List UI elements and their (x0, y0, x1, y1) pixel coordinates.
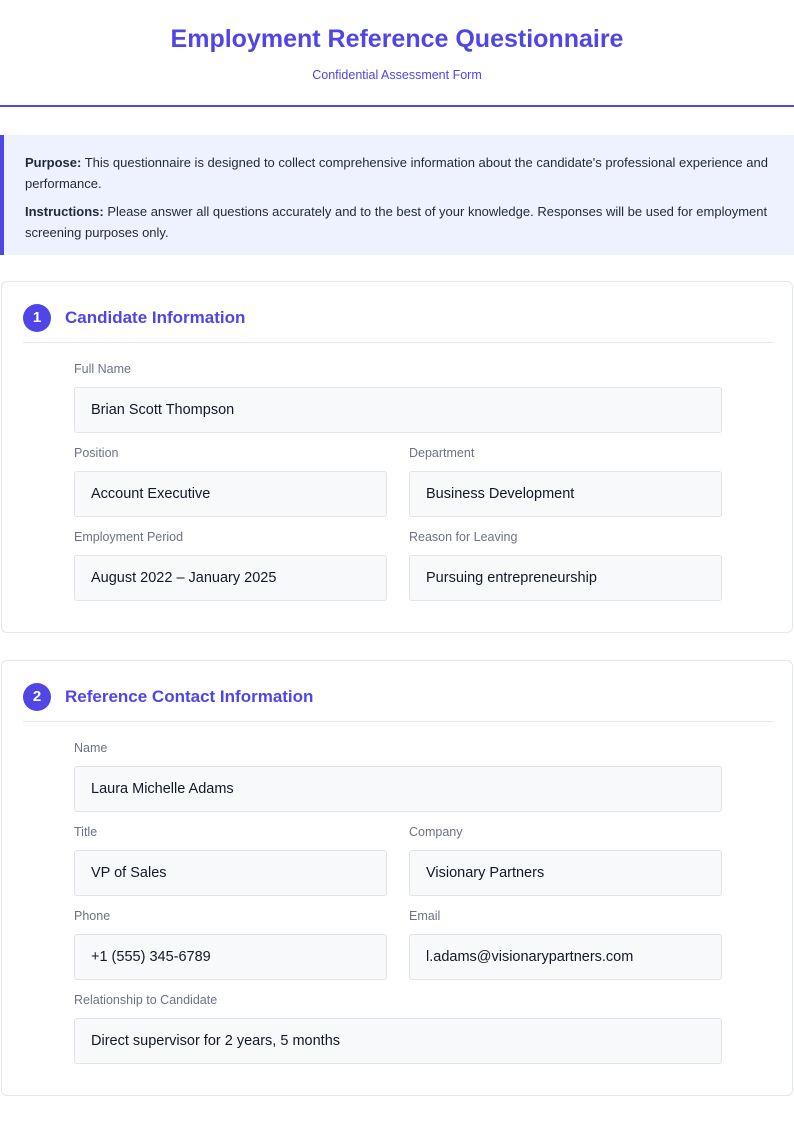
field-label: Department (409, 446, 475, 460)
field-label: Company (409, 825, 463, 839)
field-label: Full Name (74, 362, 131, 376)
section-reference-contact-information (1, 660, 793, 1096)
full-name-input[interactable]: Brian Scott Thompson (74, 387, 722, 433)
position-field (74, 446, 387, 517)
field-label: Reason for Leaving (409, 530, 518, 544)
section-title: Candidate Information (65, 308, 246, 327)
section-header (23, 683, 773, 722)
section-title: Reference Contact Information (65, 687, 314, 706)
page-subtitle: Confidential Assessment Form (312, 68, 482, 82)
email-field (409, 909, 722, 980)
department-input[interactable]: Business Development (409, 471, 722, 517)
section-header (23, 304, 773, 343)
field-label: Title (74, 825, 98, 839)
department-field (409, 446, 722, 517)
purpose-label: Purpose: (25, 155, 82, 170)
info-box (0, 135, 794, 255)
relationship-field (74, 993, 722, 1064)
company-field (409, 825, 722, 896)
title-field (74, 825, 387, 896)
phone-field (74, 909, 387, 980)
field-label: Phone (74, 909, 111, 923)
reference-name-input[interactable]: Laura Michelle Adams (74, 766, 722, 812)
purpose-body: This questionnaire is designed to collect comprehensive information about the candidate's professional experience and performance. (25, 155, 768, 191)
title-input[interactable]: VP of Sales (74, 850, 387, 896)
purpose-text (25, 152, 773, 194)
section-candidate-information (1, 281, 793, 633)
field-label: Relationship to Candidate (74, 993, 218, 1007)
company-input[interactable]: Visionary Partners (409, 850, 722, 896)
instructions-label: Instructions: (25, 204, 104, 219)
instructions-text (25, 201, 773, 243)
section-number-badge: 1 (23, 304, 51, 332)
reference-name-field (74, 741, 722, 812)
page-title: Employment Reference Questionnaire (170, 25, 624, 53)
position-input[interactable]: Account Executive (74, 471, 387, 517)
instructions-body: Please answer all questions accurately and to the best of your knowledge. Responses will be used for employment screening purposes only. (25, 204, 768, 240)
reason-for-leaving-field (409, 530, 722, 601)
phone-input[interactable]: +1 (555) 345-6789 (74, 934, 387, 980)
section-number-badge: 2 (23, 683, 51, 711)
relationship-input[interactable]: Direct supervisor for 2 years, 5 months (74, 1018, 722, 1064)
employment-period-field (74, 530, 387, 601)
field-label: Email (409, 909, 441, 923)
field-label: Employment Period (74, 530, 184, 544)
field-label: Position (74, 446, 119, 460)
full-name-field (74, 362, 722, 433)
form-header (0, 0, 794, 107)
reason-for-leaving-input[interactable]: Pursuing entrepreneurship (409, 555, 722, 601)
field-label: Name (74, 741, 108, 755)
employment-period-input[interactable]: August 2022 – January 2025 (74, 555, 387, 601)
email-input[interactable]: l.adams@visionarypartners.com (409, 934, 722, 980)
